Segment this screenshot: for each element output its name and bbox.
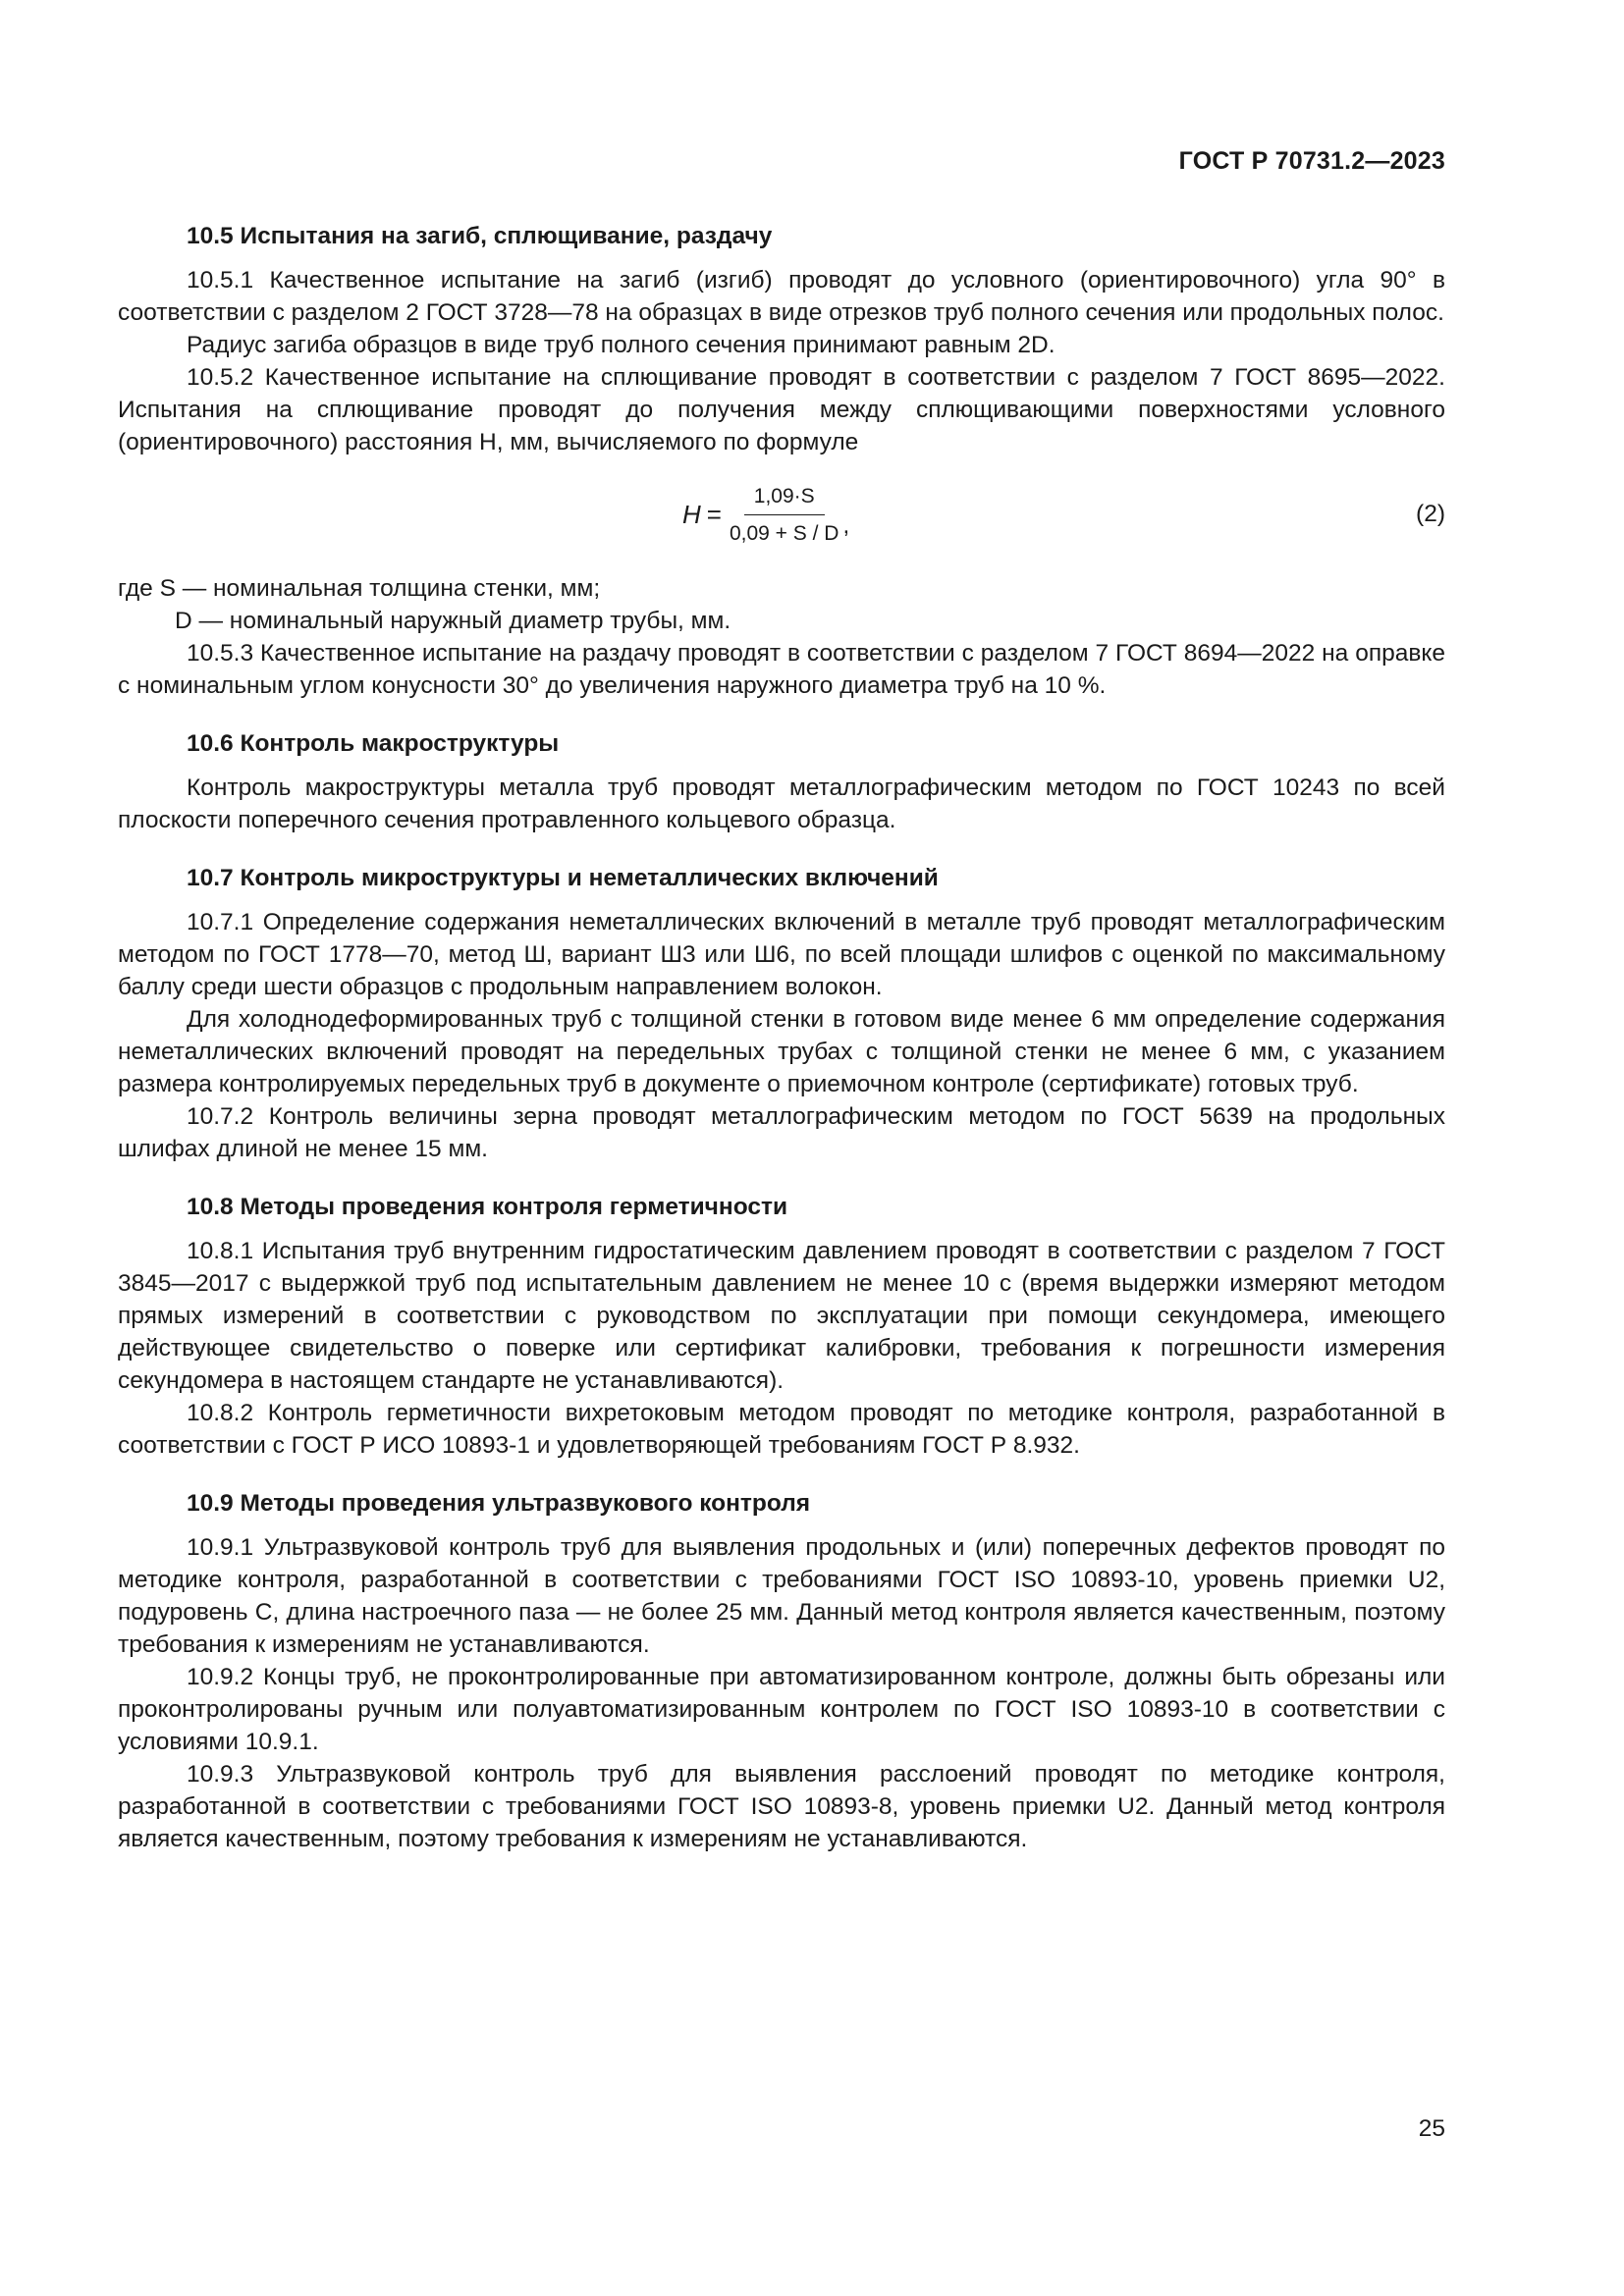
where-line: где S — номинальная толщина стенки, мм;	[118, 575, 601, 602]
section-heading: 10.5 Испытания на загиб, сплющивание, раздачу	[187, 223, 773, 249]
section-heading: 10.7 Контроль микроструктуры и неметаллических включений	[187, 865, 939, 891]
paragraph: 10.7.1 Определение содержания неметаллических включений в металле труб проводят металлографическим методом по ГОСТ 1778—70, метод Ш, вариант Ш3 или Ш6, по всей площади шлифов с оценкой по максимальному баллу среди шести образцов с продольным направлением волокон.	[118, 909, 1445, 1000]
page-content	[118, 220, 1445, 1855]
where-line: D — номинальный наружный диаметр трубы, мм.	[175, 608, 731, 634]
section-10-7	[118, 862, 1445, 1165]
section-10-9	[118, 1487, 1445, 1855]
formula-number: (2)	[1416, 501, 1445, 527]
formula	[682, 480, 849, 550]
formula-fraction	[726, 480, 842, 550]
formula-numerator: 1,09·S	[744, 480, 825, 515]
formula-block	[118, 468, 1445, 557]
paragraph: Для холоднодеформированных труб с толщиной стенки в готовом виде менее 6 мм определение содержания неметаллических включений проводят на передельных трубах с толщиной стенки не менее 6 мм, с указанием размера контролируемых передельных труб в документе о приемочном контроле (сертификате) готовых труб.	[118, 1006, 1445, 1097]
paragraph: Радиус загиба образцов в виде труб полного сечения принимают равным 2D.	[187, 332, 1056, 358]
paragraph: 10.5.3 Качественное испытание на раздачу проводят в соответствии с разделом 7 ГОСТ 8694—2022 на оправке с номинальным углом конусности 30° до увеличения наружного диаметра труб на 10 %.	[118, 640, 1445, 699]
formula-comma: ,	[842, 512, 850, 539]
paragraph: Контроль макроструктуры металла труб проводят металлографическим методом по ГОСТ 10243 по всей плоскости поперечного сечения протравленного кольцевого образца.	[118, 774, 1445, 833]
formula-lhs: H	[682, 500, 701, 529]
section-heading: 10.9 Методы проведения ультразвукового контроля	[187, 1490, 811, 1517]
paragraph: 10.7.2 Контроль величины зерна проводят металлографическим методом по ГОСТ 5639 на продольных шлифах длиной не менее 15 мм.	[118, 1103, 1445, 1162]
section-10-8	[118, 1191, 1445, 1462]
paragraph: 10.8.1 Испытания труб внутренним гидростатическим давлением проводят в соответствии с разделом 7 ГОСТ 3845—2017 с выдержкой труб под испытательным давлением не менее 10 с (время выдержки измеряют методом прямых измерений в соответствии с руководством по эксплуатации при помощи секундомера, имеющего действующее свидетельство о поверке или сертификат калибровки, требования к погрешности измерения секундомера в настоящем стандарте не устанавливаются).	[118, 1238, 1445, 1394]
section-heading: 10.8 Методы проведения контроля герметичности	[187, 1194, 788, 1220]
paragraph: 10.8.2 Контроль герметичности вихретоковым методом проводят по методике контроля, разработанной в соответствии с ГОСТ Р ИСО 10893-1 и удовлетворяющей требованиям ГОСТ Р 8.932.	[118, 1400, 1445, 1459]
section-heading: 10.6 Контроль макроструктуры	[187, 730, 560, 757]
paragraph: 10.5.2 Качественное испытание на сплющивание проводят в соответствии с разделом 7 ГОСТ 8695—2022. Испытания на сплющивание проводят до получения между сплющивающими поверхностями условного (ориентировочного) расстояния H, мм, вычисляемого по формуле	[118, 364, 1445, 455]
page-number: 25	[1418, 2115, 1445, 2142]
paragraph: 10.9.1 Ультразвуковой контроль труб для выявления продольных и (или) поперечных дефектов проводят по методике контроля, разработанной в соответствии с требованиями ГОСТ ISO 10893-10, уровень приемки U2, подуровень С, длина настроечного паза — не более 25 мм. Данный метод контроля является качественным, поэтому требования к измерениям не устанавливаются.	[118, 1534, 1445, 1658]
paragraph: 10.5.1 Качественное испытание на загиб (изгиб) проводят до условного (ориентировочного) угла 90° в соответствии с разделом 2 ГОСТ 3728—78 на образцах в виде отрезков труб полного сечения или продольных полос.	[118, 267, 1445, 326]
section-10-5	[118, 220, 1445, 702]
section-10-6	[118, 727, 1445, 836]
paragraph: 10.9.2 Концы труб, не проконтролированные при автоматизированном контроле, должны быть обрезаны или проконтролированы ручным или полуавтоматизированным контролем по ГОСТ ISO 10893-10 в соответствии с условиями 10.9.1.	[118, 1664, 1445, 1755]
paragraph: 10.9.3 Ультразвуковой контроль труб для выявления расслоений проводят по методике контроля, разработанной в соответствии с требованиями ГОСТ ISO 10893-8, уровень приемки U2. Данный метод контроля является качественным, поэтому требования к измерениям не устанавливаются.	[118, 1761, 1445, 1852]
document-id-header: ГОСТ Р 70731.2—2023	[1178, 147, 1445, 175]
formula-equals: =	[706, 500, 722, 529]
formula-denominator: 0,09 + S / D	[729, 522, 839, 545]
